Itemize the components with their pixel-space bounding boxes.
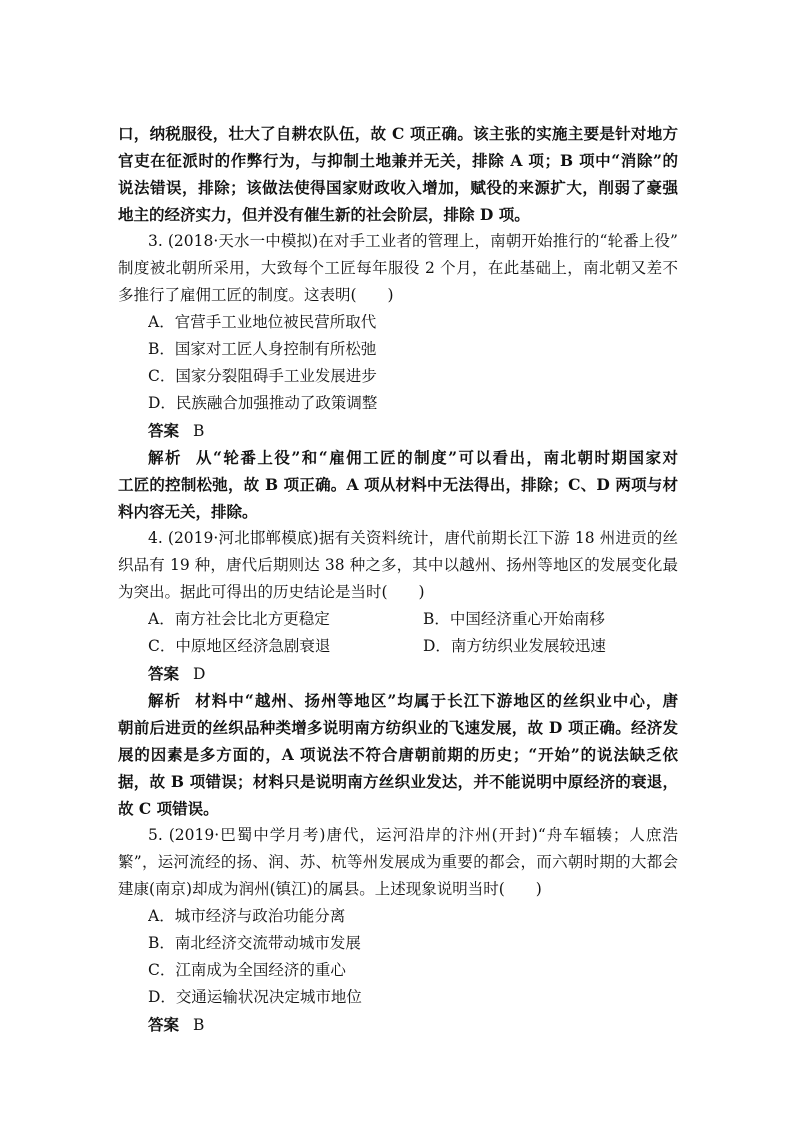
q4-analysis-line-2: 朝前后进贡的丝织品种类增多说明南方纺织业的飞速发展，故 D 项正确。经济发	[118, 718, 678, 737]
q4-option-b: B．中国经济重心开始南移	[423, 610, 605, 628]
q5-option-a: A．城市经济与政治功能分离	[148, 907, 346, 925]
q4-option-a: A．南方社会比北方更稳定	[148, 610, 330, 628]
q4-analysis-label: 解析	[148, 691, 182, 710]
q3-analysis-line-2: 工匠的控制松弛，故 B 项正确。A 项从材料中无法得出，排除；C、D 两项与材	[118, 475, 678, 494]
q4-option-d: D．南方纺织业发展较迅速	[423, 637, 606, 655]
q5-answer-label: 答案	[148, 1015, 180, 1034]
q3-answer-label: 答案	[148, 421, 180, 440]
q3-analysis-line-3: 料内容无关，排除。	[118, 502, 258, 521]
q4-option-c: C．中原地区经济急剧衰退	[148, 637, 331, 655]
q3-option-a: A．官营手工业地位被民营所取代	[148, 313, 377, 331]
q3-option-c: C．国家分裂阻碍手工业发展进步	[148, 367, 377, 385]
q3-analysis-label: 解析	[148, 448, 182, 467]
prev-explanation-line-4: 地主的经济实力，但并没有催生新的社会阶层，排除 D 项。	[118, 205, 530, 224]
q4-analysis-line-5: 故 C 项错误。	[118, 799, 219, 818]
q3-answer-value: B	[193, 422, 205, 440]
q5-answer	[148, 1011, 708, 1038]
q3-stem-line-1: 3. (2018·天水一中模拟)在对手工业者的管理上，南朝开始推行的“轮番上役”	[148, 232, 678, 250]
q3-option-b: B．国家对工匠人身控制有所松弛	[148, 340, 377, 358]
prev-explanation-line-1: 口，纳税服役，壮大了自耕农队伍，故 C 项正确。该主张的实施主要是针对地方	[118, 124, 678, 143]
q4-stem-line-2: 织品有 19 种，唐代后期则达 38 种之多，其中以越州、扬州等地区的发展变化最	[118, 556, 678, 574]
q3-stem-line-3: 多推行了雇佣工匠的制度。这表明( )	[118, 286, 394, 304]
prev-explanation-line-3: 说法错误，排除；该做法使得国家财政收入增加，赋役的来源扩大，削弱了豪强	[118, 178, 678, 197]
q3-answer	[148, 417, 708, 444]
q4-analysis-text-1: 材料中“越州、扬州等地区”均属于长江下游地区的丝织业中心，唐	[195, 691, 678, 710]
q3-analysis-text-1: 从“轮番上役”和“雇佣工匠的制度”可以看出，南北朝时期国家对	[196, 448, 678, 467]
q5-stem-line-2: 繁”，运河流经的扬、润、苏、杭等州发展成为重要的都会，而六朝时期的大都会	[118, 853, 678, 871]
q4-answer-label: 答案	[148, 664, 180, 683]
prev-explanation-line-2: 官吏在征派时的作弊行为，与抑制土地兼并无关，排除 A 项；B 项中“消除”的	[118, 151, 678, 170]
q4-analysis-line-1	[148, 687, 678, 714]
q5-option-c: C．江南成为全国经济的重心	[148, 961, 346, 979]
q4-stem-line-1: 4. (2019·河北邯郸模底)据有关资料统计，唐代前期长江下游 18 州进贡的丝	[148, 529, 678, 547]
q5-answer-value: B	[193, 1016, 205, 1034]
q4-analysis-line-4: 据，故 B 项错误；材料只是说明南方丝织业发达，并不能说明中原经济的衰退，	[118, 772, 678, 791]
q4-answer-value: D	[193, 665, 206, 683]
q3-option-d: D．民族融合加强推动了政策调整	[148, 394, 378, 412]
q3-stem-line-2: 制度被北朝所采用，大致每个工匠每年服役 2 个月，在此基础上，南北朝又差不	[118, 259, 678, 277]
q5-option-d: D．交通运输状况决定城市地位	[148, 988, 362, 1006]
q5-stem-line-1: 5. (2019·巴蜀中学月考)唐代，运河沿岸的汴州(开封)“舟车辐辏；人庶浩	[148, 826, 678, 844]
q5-option-b: B．南北经济交流带动城市发展	[148, 934, 361, 952]
q3-analysis-line-1	[148, 444, 678, 471]
q4-answer	[148, 660, 708, 687]
q4-stem-line-3: 为突出。据此可得出的历史结论是当时( )	[118, 583, 425, 601]
q5-stem-line-3: 建康(南京)却成为润州(镇江)的属县。上述现象说明当时( )	[118, 880, 542, 898]
q4-analysis-line-3: 展的因素是多方面的，A 项说法不符合唐朝前期的历史；“开始”的说法缺乏依	[118, 745, 678, 764]
